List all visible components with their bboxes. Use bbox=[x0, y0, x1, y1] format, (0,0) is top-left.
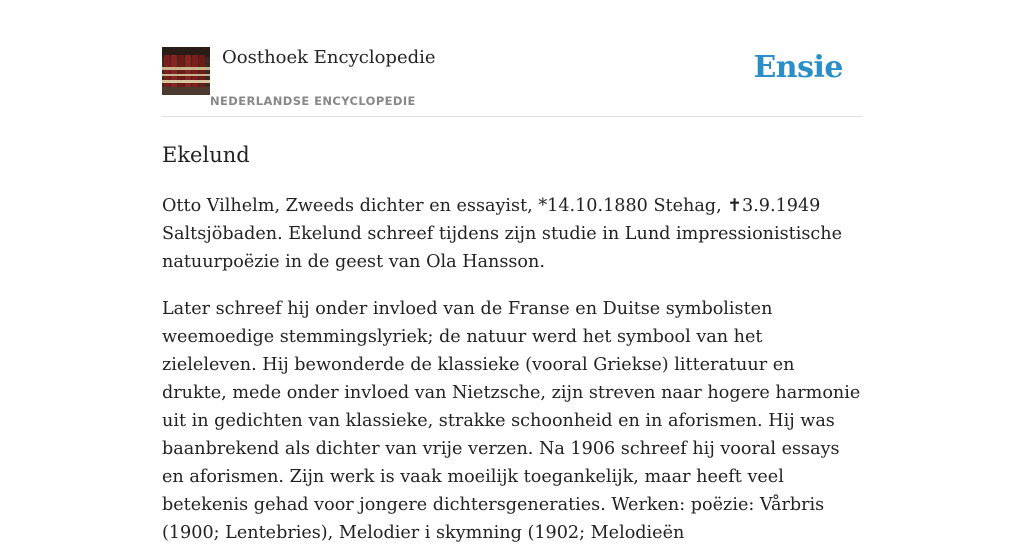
article-title: Ekelund bbox=[162, 143, 250, 167]
site-name[interactable]: Oosthoek Encyclopedie bbox=[222, 47, 436, 68]
article bbox=[162, 140, 862, 547]
site-subtitle: NEDERLANDSE ENCYCLOPEDIE bbox=[210, 94, 416, 108]
site-header bbox=[162, 46, 862, 117]
brand-logo[interactable]: Ensie bbox=[753, 50, 843, 85]
encyclopedia-books-icon[interactable] bbox=[162, 47, 210, 95]
article-paragraph: Otto Vilhelm, Zweeds dichter en essayist, *14.10.1880 Stehag, ✝3.9.1949 Saltsjöbaden. Ekelund schreef tijdens zijn studie in Lund impressionistische natuurpoëzie in de geest van Ola Hansson. bbox=[162, 196, 842, 272]
article-paragraph: Later schreef hij onder invloed van de Franse en Duitse symbolisten weemoedige stemmingslyriek; de natuur werd het symbool van het zieleleven. Hij bewonderde de klassieke (vooral Griekse) litteratuur en drukte, mede onder invloed van Nietzsche, zijn streven naar hogere harmonie uit in gedichten van klassieke, strakke schoonheid en in aforismen. Hij was baanbrekend als dichter van vrije verzen. Na 1906 schreef hij vooral essays en aforismen. Zijn werk is vaak moeilijk toegankelijk, maar heeft veel betekenis gehad voor jongere dichtersgeneraties. Werken: poëzie: Vårbris (1900; Lentebries), Melodier i skymning (1902; Melodieën bbox=[162, 299, 861, 543]
